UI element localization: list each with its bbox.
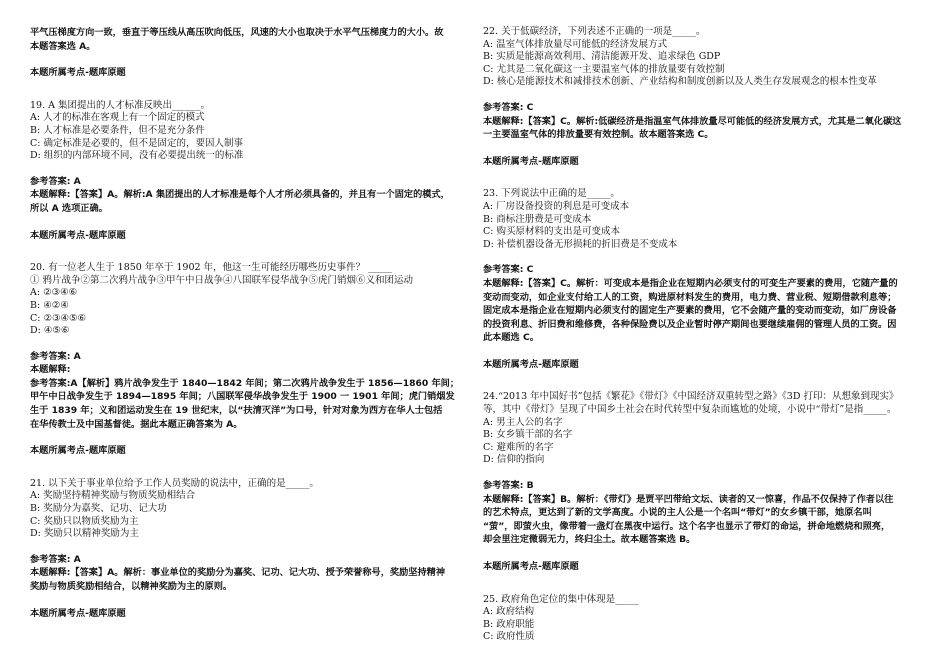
question-text: 25. 政府角色定位的集中体现是_____ bbox=[483, 593, 639, 605]
source-label: 本题所属考点-题库原题 bbox=[30, 229, 126, 241]
question-text: 24.“2013 年中国好书”包括《繁花》《带灯》《中国经济双重转型之路》《3D 打印：从想象到现实》 bbox=[483, 391, 899, 403]
right-column bbox=[483, 26, 923, 644]
explanation-line: 一主要温室气体的排放量要有效控制。故本题答案选 C。 bbox=[483, 129, 714, 141]
option-b: B: 奖励分为嘉奖、记功、记大功 bbox=[30, 503, 167, 515]
option-d: D: 奖励只以精神奖励为主 bbox=[30, 528, 139, 540]
option-a: A: 厂房设备投资的利息是可变成本 bbox=[483, 200, 630, 212]
option-b: B: ④②④ bbox=[30, 299, 69, 311]
explanation-line: 固定成本是指企业在短期内必须支付的固定生产要素的费用，它不会随产量的变动而变动，如厂房设备 bbox=[483, 305, 897, 317]
question-text: 19. A 集团提出的人才标准反映出______。 bbox=[30, 99, 211, 111]
question-24 bbox=[483, 391, 923, 573]
option-c: C: 政府性质 bbox=[483, 631, 535, 643]
source-label: 本题所属考点-题库原题 bbox=[30, 607, 126, 619]
explanation-line: 本题答案选 A。 bbox=[30, 40, 96, 52]
explanation-line: “萤”，即萤火虫，像带着一盏灯在黑夜中运行。这个名字也显示了带灯的命运，拼命地燃烧和照亮， bbox=[483, 520, 891, 532]
option-b: B: 女乡镇干部的名字 bbox=[483, 429, 573, 441]
explanation-line: 本题解释:【答案】A。解析：事业单位的奖励分为嘉奖、记功、记大功、授予荣誉称号，奖励坚持精神 bbox=[30, 567, 446, 579]
option-d: D: ④⑤⑥ bbox=[30, 325, 70, 337]
question-21 bbox=[30, 478, 468, 620]
answer: 参考答案: C bbox=[483, 101, 534, 113]
explanation-line: 本题解释:【答案】B。解析：《带灯》是贾平凹带给文坛、读者的又一惊喜，作品不仅保持了作者以往 bbox=[483, 493, 894, 505]
option-a: A: ②③④⑥ bbox=[30, 287, 78, 299]
explanation-line: 此本题选 C。 bbox=[483, 332, 539, 344]
explanation-line: 所以 A 选项正确。 bbox=[30, 202, 108, 214]
option-a: A: 政府结构 bbox=[483, 606, 535, 618]
explanation-line: 本题解释: bbox=[30, 364, 71, 376]
question-text: 等，其中《带灯》呈现了中国乡土社会在时代转型中复杂而尴尬的处境，小说中“带灯”是指_____。 bbox=[483, 404, 897, 416]
option-events: ① 鸦片战争②第二次鸦片战争③甲午中日战争④八国联军侵华战争⑤虎门销烟⑥义和团运动 bbox=[30, 274, 414, 286]
answer: 参考答案: A bbox=[30, 175, 81, 187]
explanation-line: 平气压梯度方向一致，垂直于等压线从高压吹向低压，风速的大小也取决于水平气压梯度力的大小。故 bbox=[30, 27, 444, 38]
explanation-line: 在华传教士及中国基督徒。据此本题正确答案为 A。 bbox=[30, 418, 243, 430]
left-column bbox=[30, 26, 468, 620]
option-a: A: 奖励坚持精神奖励与物质奖励相结合 bbox=[30, 490, 196, 502]
source-label: 本题所属考点-题库原题 bbox=[483, 358, 579, 370]
option-c: C: ②③④⑤⑥ bbox=[30, 312, 87, 324]
source-label: 本题所属考点-题库原题 bbox=[483, 561, 579, 572]
option-b: B: 政府职能 bbox=[483, 618, 535, 630]
question-20 bbox=[30, 262, 468, 458]
explanation-line: 参考答案:A【解析】鸦片战争发生于 1840—1842 年间；第二次鸦片战争发生于 1856—1860 年间； bbox=[30, 377, 460, 389]
option-c: C: 奖励只以物质奖励为主 bbox=[30, 515, 139, 527]
option-c: C: 购买原材料的支出是可变成本 bbox=[483, 226, 620, 238]
source-label: 本题所属考点-题库原题 bbox=[483, 155, 579, 167]
option-d: D: 组织的内部环境不同，没有必要提出统一的标准 bbox=[30, 150, 244, 162]
answer: 参考答案: A bbox=[30, 553, 81, 565]
question-text: 23. 下列说法中正确的是_____。 bbox=[483, 188, 620, 200]
option-a: A: 温室气体排放量尽可能低的经济发展方式 bbox=[483, 38, 668, 50]
question-23 bbox=[483, 188, 923, 371]
question-22 bbox=[483, 26, 923, 168]
explanation-line: 本题解释:【答案】C。解析：可变成本是指企业在短期内必须支付的可变生产要素的费用，它随产量的 bbox=[483, 277, 898, 289]
option-b: B: 实质是能源高效利用、清洁能源开发、追求绿色 GDP bbox=[483, 51, 721, 63]
option-a: A: 男主人公的名字 bbox=[483, 416, 563, 428]
option-b: B: 商标注册费是可变成本 bbox=[483, 213, 592, 225]
option-d: D: 补偿机器设备无形损耗的折旧费是不变成本 bbox=[483, 238, 678, 250]
explanation-line: 却会里注定微弱无力，终归尘土。故本题答案选 B。 bbox=[483, 534, 696, 546]
source-label: 本题所属考点-题库原题 bbox=[30, 445, 126, 457]
answer: 参考答案: B bbox=[483, 480, 534, 492]
explanation-line: 奖励与物质奖励相结合，以精神奖励为主的原则。 bbox=[30, 581, 233, 592]
explanation-line: 甲午中日战争发生于 1894—1895 年间；八国联军侵华战争发生于 1900 一 1901 年间；虎门销烟发 bbox=[30, 391, 455, 403]
option-d: D: 信仰的指向 bbox=[483, 454, 545, 466]
option-c: C: 避难所的名字 bbox=[483, 441, 554, 453]
option-a: A: 人才的标准在客观上有一个固定的模式 bbox=[30, 112, 205, 124]
question-text: 22. 关于低碳经济，下列表述不正确的一项是_____。 bbox=[483, 26, 706, 37]
source-label: 本题所属考点-题库原题 bbox=[30, 67, 126, 79]
explanation-line: 的艺术特点，更达到了新的文学高度。小说的主人公是一个名叫“带灯”的女乡镇干部，她原名叫 bbox=[483, 507, 872, 519]
question-text: 20. 有一位老人生于 1850 年卒于 1902 年，他这一生可能经历哪些历史事件？ _____ bbox=[30, 262, 392, 274]
answer: 参考答案: C bbox=[483, 264, 534, 276]
explanation-line: 的投资利息、折旧费和维修费，各种保险费以及企业暂时停产期间也要继续雇佣的管理人员的工资。因 bbox=[483, 318, 897, 330]
question-text: 21. 以下关于事业单位给予工作人员奖励的说法中，正确的是_____。 bbox=[30, 477, 319, 489]
answer: 参考答案: A bbox=[30, 350, 81, 362]
option-c: C: 尤其是二氧化碳这一主要温室气体的排放量要有效控制 bbox=[483, 63, 725, 75]
option-c: C: 确定标准是必要的，但不是固定的，要因人制事 bbox=[30, 137, 243, 149]
explanation-line: 本题解释:【答案】A。解析:A 集团提出的人才标准是每个人才所必须具备的，并且有一个固定的模式， bbox=[30, 189, 450, 201]
option-b: B: 人才标准是必要条件，但不是充分条件 bbox=[30, 124, 205, 136]
option-d: D: 核心是能源技术和减排技术创新、产业结构和制度创新以及人类生存发展观念的根本性变革 bbox=[483, 76, 877, 88]
question-19 bbox=[30, 100, 468, 242]
explanation-line: 变动而变动，如企业支付给工人的工资，购进原材料发生的费用，电力费、营业税、短期借款利息等； bbox=[483, 291, 897, 303]
explanation-line: 本题解释:【答案】C。解析:低碳经济是指温室气体排放量尽可能低的经济发展方式，尤其是二氧化碳这 bbox=[483, 115, 902, 127]
explanation-line: 生于 1839 年；义和团运动发生在 19 世纪末，以“扶清灭洋”为口号，针对对象为西方在华人士包括 bbox=[30, 405, 443, 417]
question-25 bbox=[483, 594, 923, 644]
